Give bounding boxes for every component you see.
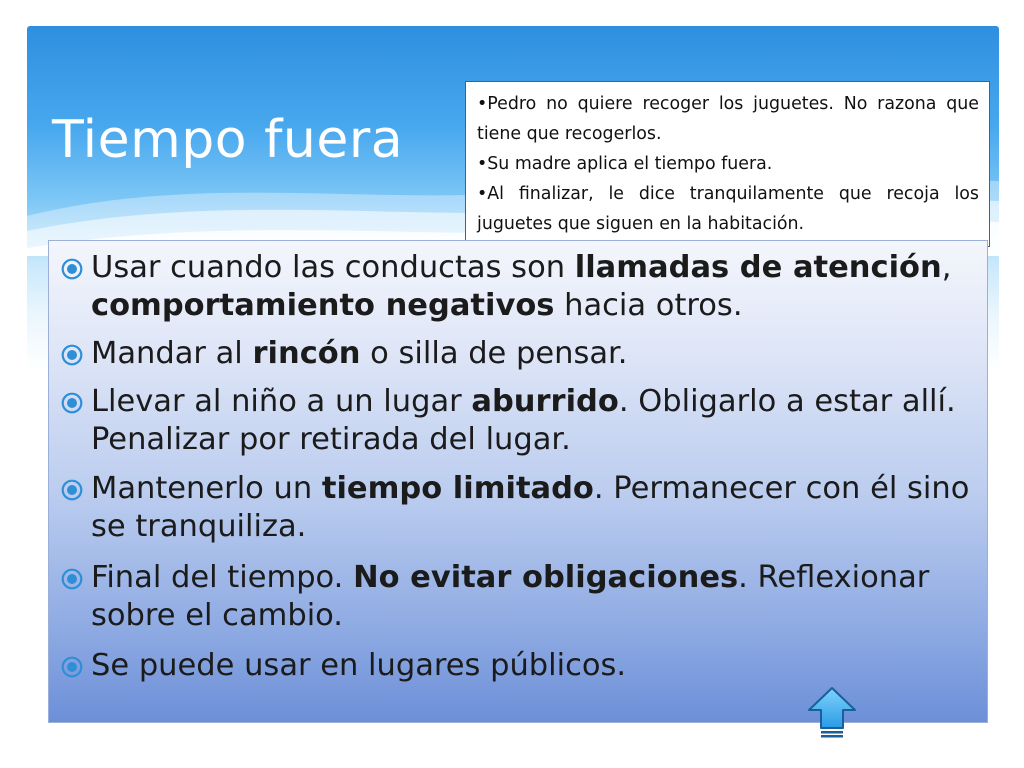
bullet-item: [61, 383, 971, 459]
bullet-text: Final del tiempo. No evitar obligaciones. Reflexionar sobre el cambio.: [91, 560, 930, 633]
target-bullet-icon: [61, 344, 83, 366]
bullet-item: [61, 647, 971, 685]
bullet-text: Mandar al rincón o silla de pensar.: [91, 336, 628, 371]
bullet-item: [61, 249, 971, 325]
bullet-text: Usar cuando las conductas son llamadas de atención, comportamiento negativos hacia otros.: [91, 250, 952, 323]
bullet-text: Se puede usar en lugares públicos.: [91, 648, 627, 683]
note-line: •Pedro no quiere recoger los juguetes. No razona que tiene que recogerlos.: [477, 94, 979, 144]
target-bullet-icon: [61, 656, 83, 678]
note-line: •Al finalizar, le dice tranquilamente que recoja los juguetes que siguen en la habitación.: [477, 184, 979, 234]
up-arrow-icon[interactable]: [806, 686, 858, 738]
target-bullet-icon: [61, 258, 83, 280]
target-bullet-icon: [61, 568, 83, 590]
target-bullet-icon: [61, 479, 83, 501]
bullet-item: [61, 335, 971, 373]
bullet-item: [61, 559, 971, 635]
content-box: [48, 240, 988, 723]
slide-title: Tiempo fuera: [52, 110, 404, 170]
bullet-item: [61, 470, 971, 546]
note-line: •Su madre aplica el tiempo fuera.: [477, 154, 773, 174]
bullet-text: Mantenerlo un tiempo limitado. Permanecer con él sino se tranquiliza.: [91, 471, 970, 544]
note-box: [465, 81, 990, 247]
target-bullet-icon: [61, 392, 83, 414]
bullet-text: Llevar al niño a un lugar aburrido. Obligarlo a estar allí. Penalizar por retirada del lugar.: [91, 384, 956, 457]
